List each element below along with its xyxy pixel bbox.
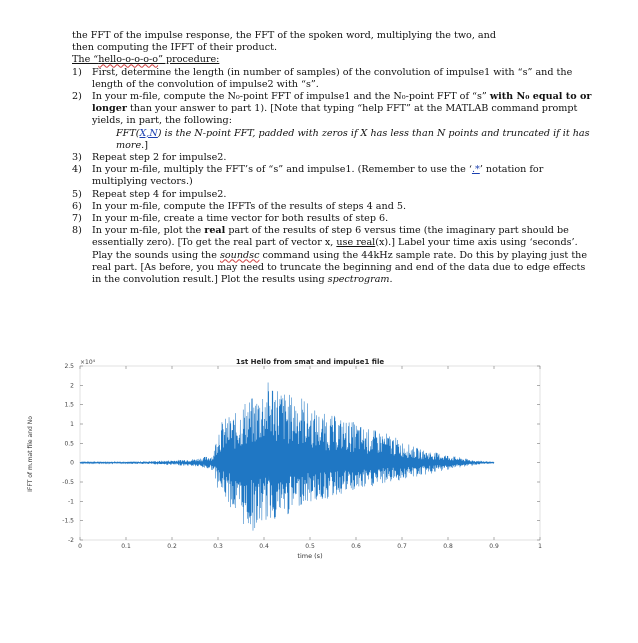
y-tick-label: 2.5 xyxy=(64,363,74,370)
procedure-title xyxy=(72,54,592,66)
step-3 xyxy=(72,152,592,164)
y-tick-label: 2 xyxy=(70,382,74,390)
step-number: 7) xyxy=(72,213,82,225)
step-number: 1) xyxy=(72,66,82,78)
intro-line-1: the FFT of the impulse response, the FFT of the spoken word, multiplying the two, and xyxy=(72,30,496,41)
x-tick-label: 0.2 xyxy=(167,543,177,550)
step-number: 8) xyxy=(72,225,82,237)
step-text: In your m-file, compute the IFFTs of the results of steps 4 and 5. xyxy=(92,200,407,212)
step-text: In your m-file, create a time vector for both results of step 6. xyxy=(92,213,389,225)
quote-link[interactable]: X,N xyxy=(139,127,158,139)
spectrogram-word: spectrogram xyxy=(327,274,390,286)
x-tick-label: 0.6 xyxy=(351,543,361,550)
step-text: . xyxy=(389,274,393,286)
y-tick-label: 1.5 xyxy=(64,401,74,409)
y-axis-label: IFFT of m.mat file and No xyxy=(27,416,34,492)
step-text: First, determine the length (in number of samples) of the convolution of impulse1 with “s” and the length of the convolution of impulse2 with “s”. xyxy=(92,66,573,90)
step-number: 6) xyxy=(72,200,82,212)
quote-text: ) is the N-point FFT, padded with zeros if X has less than N points and truncated if it has more. xyxy=(116,127,590,151)
step-number: 4) xyxy=(72,164,82,176)
exponent-label: ×10⁴ xyxy=(80,359,96,366)
help-quote xyxy=(92,128,592,152)
y-tick-label: -0.5 xyxy=(62,479,74,486)
step-text: ’ notation for multiplying vectors.) xyxy=(92,164,544,188)
step-text: than your answer to part 1). [Note that typing “help FFT” at the MATLAB command prompt yields, in part, the following: xyxy=(92,103,578,127)
x-axis-label: time (s) xyxy=(297,552,323,560)
x-tick-label: 0 xyxy=(78,543,82,550)
quote-end: ] xyxy=(144,139,148,151)
step-text: (x).] Label your time axis using ‘seconds’. Play the sounds using the xyxy=(92,237,578,261)
step-text: In your m-file, plot the xyxy=(92,225,205,237)
step-1 xyxy=(72,67,592,91)
use-real-link[interactable]: use real xyxy=(336,237,376,249)
x-tick-label: 0.9 xyxy=(489,543,499,550)
step-7 xyxy=(72,213,592,225)
y-tick-label: 1 xyxy=(70,421,74,428)
document-body xyxy=(72,30,592,286)
step-text: In your m-file, multiply the FFT’s of “s” and impulse1. (Remember to use the ‘ xyxy=(92,164,472,176)
y-tick-label: 0.5 xyxy=(64,440,74,448)
procedure-steps xyxy=(72,67,592,287)
step-number: 3) xyxy=(72,152,82,164)
waveform-plot xyxy=(27,358,580,562)
dot-star-link[interactable]: .* xyxy=(471,164,480,176)
x-tick-label: 0.5 xyxy=(305,543,315,550)
step-number: 2) xyxy=(72,91,82,103)
step-text: Repeat step 2 for impulse2. xyxy=(92,152,227,164)
step-2 xyxy=(72,91,592,152)
step-bold-text: with N₀ equal to or longer xyxy=(92,91,592,115)
y-tick-label: -2 xyxy=(68,537,74,544)
x-tick-label: 0.3 xyxy=(213,543,223,550)
y-tick-label: -1.5 xyxy=(62,517,74,525)
step-8 xyxy=(72,225,592,286)
x-tick-label: 0.7 xyxy=(397,543,407,550)
procedure-title-word: hello-o-o-o-o xyxy=(98,54,159,66)
step-text: Repeat step 4 for impulse2. xyxy=(92,188,227,200)
step-4 xyxy=(72,164,592,188)
step-5 xyxy=(72,189,592,201)
step-6 xyxy=(72,201,592,213)
step-number: 5) xyxy=(72,188,82,200)
soundsc-link[interactable]: soundsc xyxy=(219,249,260,261)
procedure-title-suffix: ” procedure: xyxy=(158,54,220,66)
y-tick-label: -1 xyxy=(68,498,74,506)
waveform-figure xyxy=(27,358,580,562)
x-tick-label: 0.1 xyxy=(121,543,131,550)
intro-line-2: then computing the IFFT of their product. xyxy=(72,42,278,54)
x-tick-label: 0.4 xyxy=(259,543,269,550)
step-text: command using the 44kHz sample rate. Do this by playing just the real part. [As before, you may need to truncate the beginning and end of the data due to edge effects in the convolution result.] Plot the results using xyxy=(92,249,588,286)
x-tick-label: 1 xyxy=(538,543,542,550)
step-text: In your m-file, compute the N₀-point FFT of impulse1 and the N₀-point FFT of “s” xyxy=(92,91,490,103)
y-tick-label: 0 xyxy=(70,459,74,467)
quote-text: FFT( xyxy=(116,127,140,139)
step-text: part of the results of step 6 versus time (the imaginary part should be essentially zero). [To get the real part of vector x, xyxy=(92,225,569,249)
procedure-title-prefix: The “ xyxy=(72,54,99,66)
chart-title: 1st Hello from smat and impulse1 file xyxy=(235,358,385,366)
x-tick-label: 0.8 xyxy=(443,543,453,550)
step-bold-text: real xyxy=(204,225,226,237)
